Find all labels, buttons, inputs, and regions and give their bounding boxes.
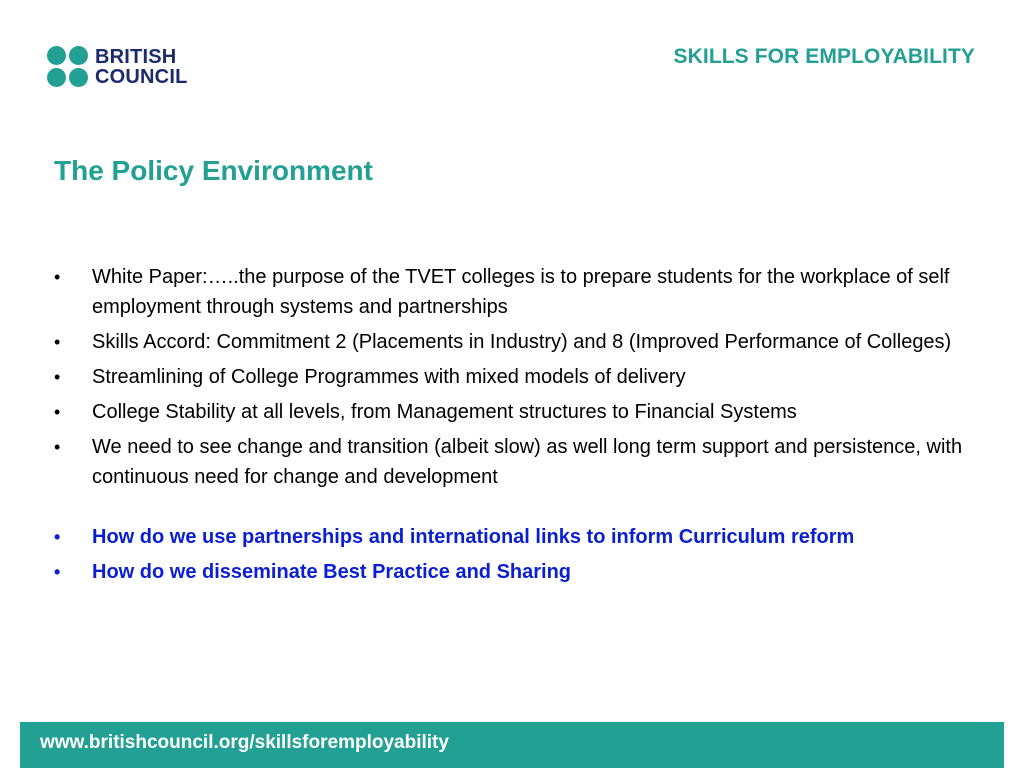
bullet-item — [54, 432, 964, 492]
bullet-list — [54, 262, 964, 592]
bullet-item — [54, 327, 964, 357]
bullet-item — [54, 262, 964, 322]
logo-dots-icon — [47, 46, 88, 87]
logo-wordmark — [95, 47, 188, 87]
bullet-icon: • — [54, 367, 61, 387]
logo-line-2: COUNCIL — [95, 65, 188, 88]
bullet-text: We need to see change and transition (albeit slow) as well long term support and persistence, with continuous need for change and development — [92, 436, 963, 488]
bullet-text: Skills Accord: Commitment 2 (Placements in Industry) and 8 (Improved Performance of Colleges) — [92, 331, 952, 353]
bullet-item — [54, 397, 964, 427]
bullet-icon: • — [54, 332, 61, 352]
question-text: How do we disseminate Best Practice and Sharing — [92, 561, 572, 583]
bullet-icon: • — [54, 402, 61, 422]
skills-tagline: SKILLS FOR EMPLOYABILITY — [673, 45, 975, 68]
bullet-icon: • — [54, 527, 61, 547]
footer-url[interactable]: www.britishcouncil.org/skillsforemployability — [40, 732, 449, 753]
british-council-logo — [47, 46, 188, 87]
logo-line-1: BRITISH — [95, 45, 177, 68]
bullet-icon: • — [54, 437, 61, 457]
bullet-text: White Paper:…..the purpose of the TVET colleges is to prepare students for the workplace of self employment through systems and partnerships — [92, 266, 950, 318]
bullet-text: College Stability at all levels, from Management structures to Financial Systems — [92, 401, 797, 423]
bullet-item — [54, 362, 964, 392]
footer-bar — [20, 722, 1004, 768]
question-item — [54, 522, 964, 552]
bullet-icon: • — [54, 267, 61, 287]
bullet-icon: • — [54, 562, 61, 582]
question-item — [54, 557, 964, 587]
slide-title: The Policy Environment — [54, 155, 373, 186]
bullet-text: Streamlining of College Programmes with mixed models of delivery — [92, 366, 686, 388]
question-text: How do we use partnerships and international links to inform Curriculum reform — [92, 526, 855, 548]
